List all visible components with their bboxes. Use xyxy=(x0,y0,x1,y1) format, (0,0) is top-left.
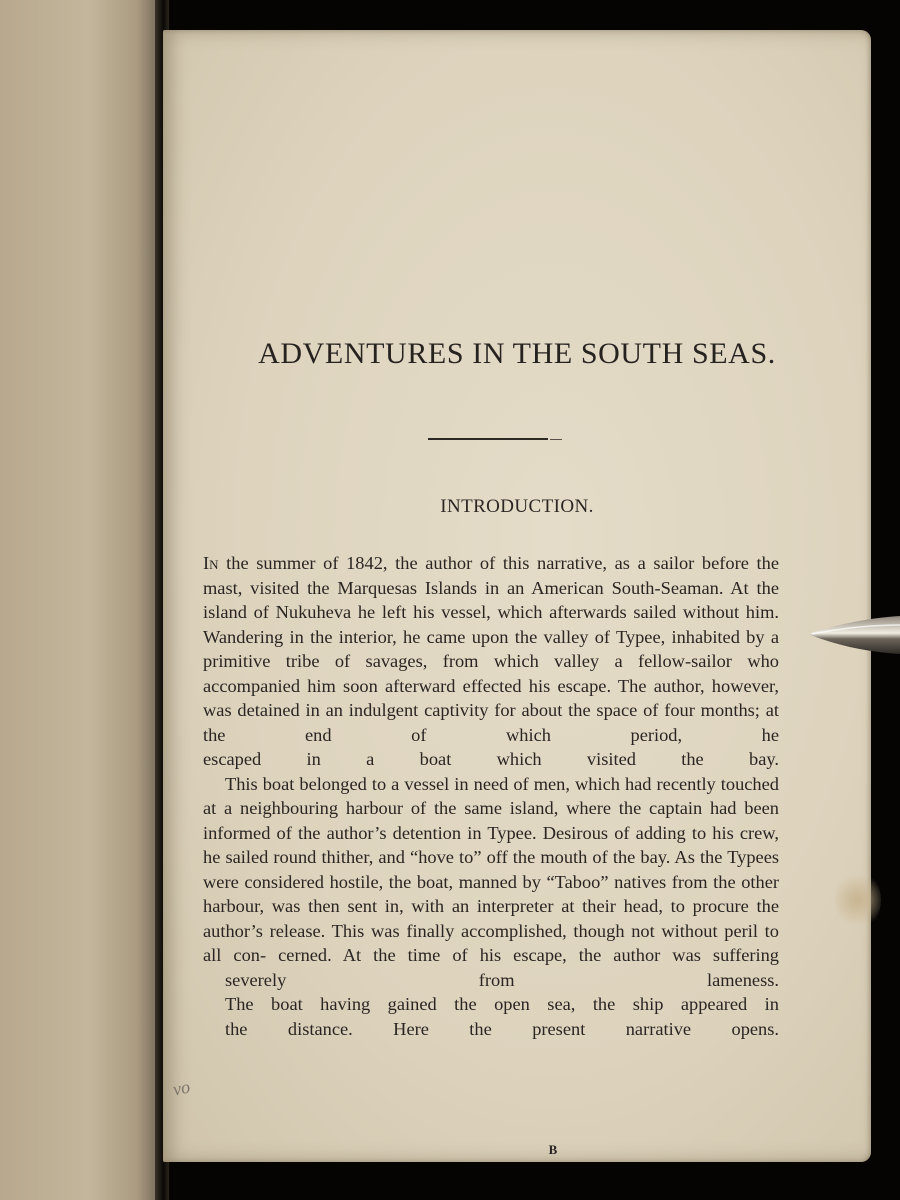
drop-word: In xyxy=(203,553,219,573)
text-line: sailor before the mast, visited the Marquesas Islands in an xyxy=(203,553,779,598)
text-line: American South-Seaman. At the island of Nukuheva he left xyxy=(203,577,779,622)
book-title: ADVENTURES IN THE SOUTH SEAS. xyxy=(258,337,776,370)
paper-stain xyxy=(835,870,881,930)
pencil-annotation: vo xyxy=(171,1076,192,1100)
text-line: recently touched at a neighbouring harbour of the same island, xyxy=(203,773,779,818)
text-line: The boat having gained the open sea, the ship appeared in xyxy=(225,994,779,1014)
paragraph-3 xyxy=(203,992,779,1041)
text-line: primitive tribe of savages, from which valley a fellow-sailor xyxy=(203,651,732,671)
text-line: Typees were considered hostile, the boat, manned by “Taboo” xyxy=(203,847,780,892)
text-line: cerned. At the time of his escape, the author was suffering xyxy=(278,945,779,965)
text-line: the interior, he came upon the valley of Typee, inhabited by a xyxy=(310,626,779,647)
title-rule xyxy=(428,438,548,440)
text-line: his vessel, which afterwards sailed without him. Wandering in xyxy=(203,602,779,647)
text-line: where the captain had been informed of the author’s detention xyxy=(203,798,779,843)
text-line: escaped in a boat which visited the bay. xyxy=(203,749,779,769)
book-page xyxy=(163,30,871,1162)
body-text xyxy=(203,551,779,1041)
text-line: This boat belonged to a vessel in need of men, which had xyxy=(225,773,652,794)
left-page-edge xyxy=(0,0,162,1200)
paragraph-1 xyxy=(203,551,779,772)
text-line: was finally accomplished, though not without peril to all con- xyxy=(203,920,779,965)
text-line: in Typee. Desirous of adding to his crew, he sailed round xyxy=(203,822,779,867)
text-line: severely from lameness. xyxy=(225,969,779,990)
text-line: thither, and “hove to” off the mouth of the bay. As the xyxy=(321,847,723,867)
signature-mark: B xyxy=(548,1142,558,1157)
text-line: the distance. Here the present narrative opens. xyxy=(225,1018,779,1039)
page-pointer-icon xyxy=(808,612,900,660)
text-line: who accompanied him soon afterward effected his escape. The xyxy=(203,651,779,696)
title-rule-tail xyxy=(550,439,562,440)
paragraph-2 xyxy=(203,772,779,993)
section-heading: INTRODUCTION. xyxy=(440,496,594,517)
text-line: author, however, was detained in an indulgent captivity for xyxy=(203,675,779,720)
pointer-blade xyxy=(808,616,900,654)
text-line: In the summer of 1842, the author of this narrative, as a xyxy=(203,553,646,573)
text-line: about the space of four months; at the end of which period, he xyxy=(203,700,779,745)
text-line: natives from the other harbour, was then sent in, with an xyxy=(203,871,779,916)
text-line: interpreter at their head, to procure the author’s release. This xyxy=(203,896,779,941)
